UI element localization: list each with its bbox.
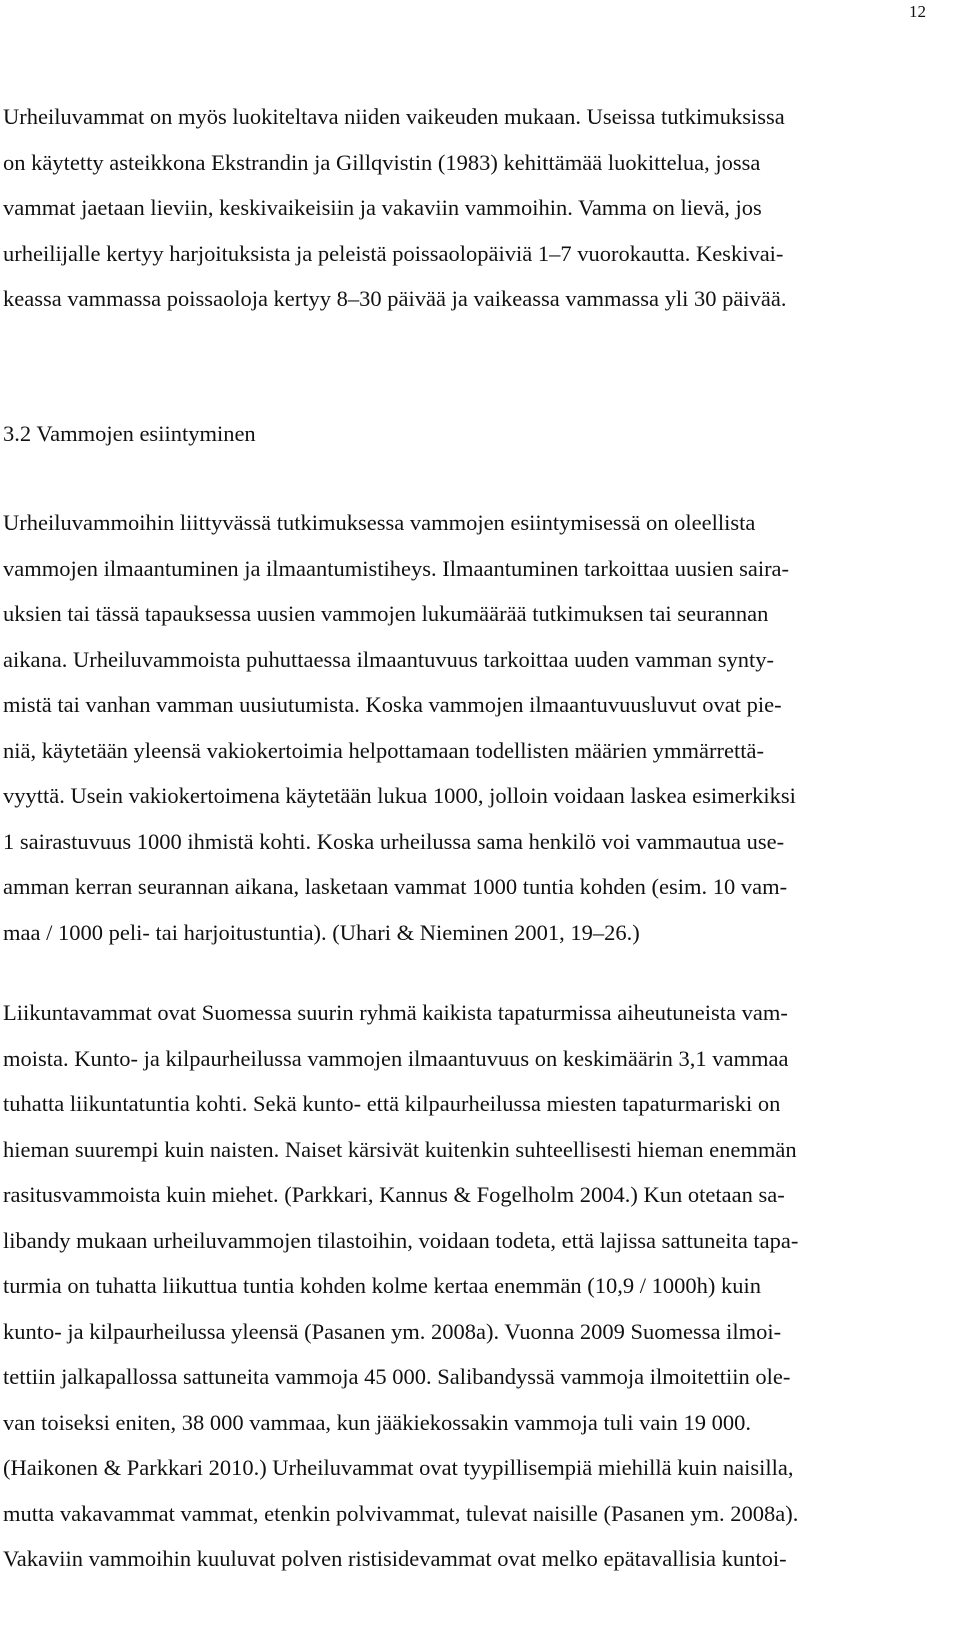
text-line: vammojen ilmaantuminen ja ilmaantumistiheys. Ilmaantuminen tarkoittaa uusien saira- [3, 555, 790, 581]
text-line: keassa vammassa poissaoloja kertyy 8–30 päivää ja vaikeassa vammassa yli 30 päivää. [3, 286, 787, 311]
text-line: libandy mukaan urheiluvammojen tilastoihin, voidaan todeta, että lajissa sattuneita tapa- [3, 1227, 799, 1253]
text-line: Vakaviin vammoihin kuuluvat polven ristisidevammat ovat melko epätavallisia kuntoi- [3, 1546, 787, 1571]
text-line: Urheiluvammat on myös luokiteltava niiden vaikeuden mukaan. Useissa tutkimuksissa [3, 104, 785, 129]
text-line: mistä tai vanhan vamman uusiutumista. Koska vammojen ilmaantuvuusluvut ovat pie- [3, 692, 782, 717]
text-line: vammat jaetaan lieviin, keskivaikeisiin ja vakaviin vammoihin. Vamma on lievä, jos [3, 195, 762, 220]
text-line: turmia on tuhatta liikuttua tuntia kohden kolme kertaa enemmän (10,9 / 1000h) kuin [3, 1273, 761, 1298]
text-line: niä, käytetään yleensä vakiokertoimia helpottamaan todellisten määrien ymmärrettä- [3, 737, 764, 763]
section-heading: 3.2 Vammojen esiintyminen [3, 421, 256, 446]
text-line: hieman suurempi kuin naisten. Naiset kärsivät kuitenkin suhteellisesti hieman enemmän [3, 1136, 797, 1162]
text-line: aikana. Urheiluvammoista puhuttaessa ilmaantuvuus tarkoittaa uuden vamman synty- [3, 646, 775, 672]
paragraph-injury-occurrence [3, 500, 960, 955]
text-line: vyyttä. Usein vakiokertoimena käytetään lukua 1000, jolloin voidaan laskea esimerkiksi [3, 783, 796, 808]
text-line: urheilijalle kertyy harjoituksista ja peleistä poissaolopäiviä 1–7 vuorokautta. Keskivai- [3, 240, 784, 266]
text-line: (Haikonen & Parkkari 2010.) Urheiluvammat ovat tyypillisempiä miehillä kuin naisilla, [3, 1455, 794, 1480]
text-line: on käytetty asteikkona Ekstrandin ja Gillqvistin (1983) kehittämää luokittelua, jossa [3, 149, 761, 175]
text-line: moista. Kunto- ja kilpaurheilussa vammojen ilmaantuvuus on keskimäärin 3,1 vammaa [3, 1045, 789, 1071]
text-line: rasitusvammoista kuin miehet. (Parkkari, Kannus & Fogelholm 2004.) Kun otetaan sa- [3, 1182, 785, 1207]
text-line: mutta vakavammat vammat, etenkin polvivammat, tulevat naisille (Pasanen ym. 2008a). [3, 1500, 799, 1526]
text-line: Urheiluvammoihin liittyvässä tutkimuksessa vammojen esiintymisessä on oleellista [3, 510, 756, 535]
text-line: tuhatta liikuntatuntia kohti. Sekä kunto- että kilpaurheilussa miesten tapaturmariski on [3, 1091, 781, 1116]
page-number: 12 [909, 2, 926, 21]
text-line: van toiseksi eniten, 38 000 vammaa, kun jääkiekossakin vammoja tuli vain 19 000. [3, 1409, 751, 1435]
text-line: 1 sairastuvuus 1000 ihmistä kohti. Koska urheilussa sama henkilö voi vammautua use- [3, 828, 785, 854]
text-line: uksien tai tässä tapauksessa uusien vammojen lukumäärää tutkimuksen tai seurannan [3, 601, 769, 626]
paragraph-injury-severity [3, 94, 960, 322]
text-line: Liikuntavammat ovat Suomessa suurin ryhmä kaikista tapaturmissa aiheutuneista vam- [3, 1000, 788, 1025]
text-line: tettiin jalkapallossa sattuneita vammoja 45 000. Salibandyssä vammoja ilmoitettiin ole- [3, 1364, 791, 1389]
paragraph-sports-injuries-finland [3, 990, 960, 1582]
text-line: maa / 1000 peli- tai harjoitustuntia). (Uhari & Nieminen 2001, 19–26.) [3, 919, 640, 945]
text-line: amman kerran seurannan aikana, lasketaan vammat 1000 tuntia kohden (esim. 10 vam- [3, 874, 788, 899]
text-line: kunto- ja kilpaurheilussa yleensä (Pasanen ym. 2008a). Vuonna 2009 Suomessa ilmoi- [3, 1318, 782, 1344]
